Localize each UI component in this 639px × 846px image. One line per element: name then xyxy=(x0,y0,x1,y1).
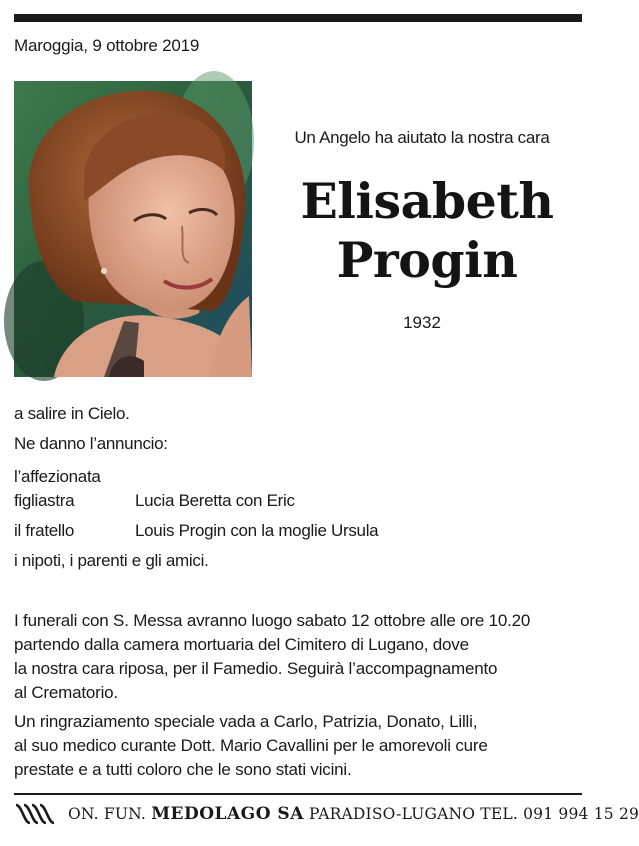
funeral-line: al Crematorio. xyxy=(14,683,118,702)
relative-name-1: Lucia Beretta con Eric xyxy=(135,491,295,510)
footer-location: PARADISO-LUGANO xyxy=(309,805,476,823)
footer-prefix: ON. FUN. xyxy=(68,805,147,823)
funeral-line: la nostra cara riposa, per il Famedio. Seguirà l’accompagnamento xyxy=(14,659,498,678)
relation-label-1b: figliastra xyxy=(14,491,75,510)
funeral-line: I funerali con S. Messa avranno luogo sabato 12 ottobre alle ore 10.20 xyxy=(14,611,531,630)
others-line: i nipoti, i parenti e gli amici. xyxy=(14,551,209,570)
place-date: Maroggia, 9 ottobre 2019 xyxy=(14,36,200,55)
intro-text: Un Angelo ha aiutato la nostra cara xyxy=(294,128,550,147)
thanks-line: prestate e a tutti coloro che le sono stati vicini. xyxy=(14,760,352,779)
deceased-last-name: Progin xyxy=(336,231,518,289)
relation-label-2: il fratello xyxy=(14,521,75,540)
thanks-line: al suo medico curante Dott. Mario Cavallini per le amorevoli cure xyxy=(14,736,488,755)
bottom-rule xyxy=(14,793,582,795)
relation-label-1a: l’affezionata xyxy=(14,467,101,486)
body-line-2: Ne danno l’annuncio: xyxy=(14,434,168,453)
footer-company: MEDOLAGO SA xyxy=(151,804,304,824)
funeral-line: partendo dalla camera mortuaria del Cimitero di Lugano, dove xyxy=(14,635,469,654)
funeral-paragraph xyxy=(14,609,586,705)
body-line-1: a salire in Cielo. xyxy=(14,404,130,423)
portrait-image xyxy=(14,81,252,377)
relative-name-2: Louis Progin con la moglie Ursula xyxy=(135,521,379,540)
wave-lines-logo-icon xyxy=(14,803,60,825)
thanks-paragraph xyxy=(14,710,586,782)
funeral-home-footer xyxy=(14,803,639,827)
top-rule xyxy=(14,14,582,22)
deceased-first-name: Elisabeth xyxy=(300,172,554,230)
thanks-line: Un ringraziamento speciale vada a Carlo, Patrizia, Donato, Lilli, xyxy=(14,712,478,731)
footer-tel-label: TEL. xyxy=(480,805,518,823)
footer-phone: 091 994 15 29 xyxy=(523,805,639,823)
birth-year: 1932 xyxy=(403,313,441,332)
portrait-photo xyxy=(14,81,252,377)
footer-text xyxy=(68,804,639,824)
